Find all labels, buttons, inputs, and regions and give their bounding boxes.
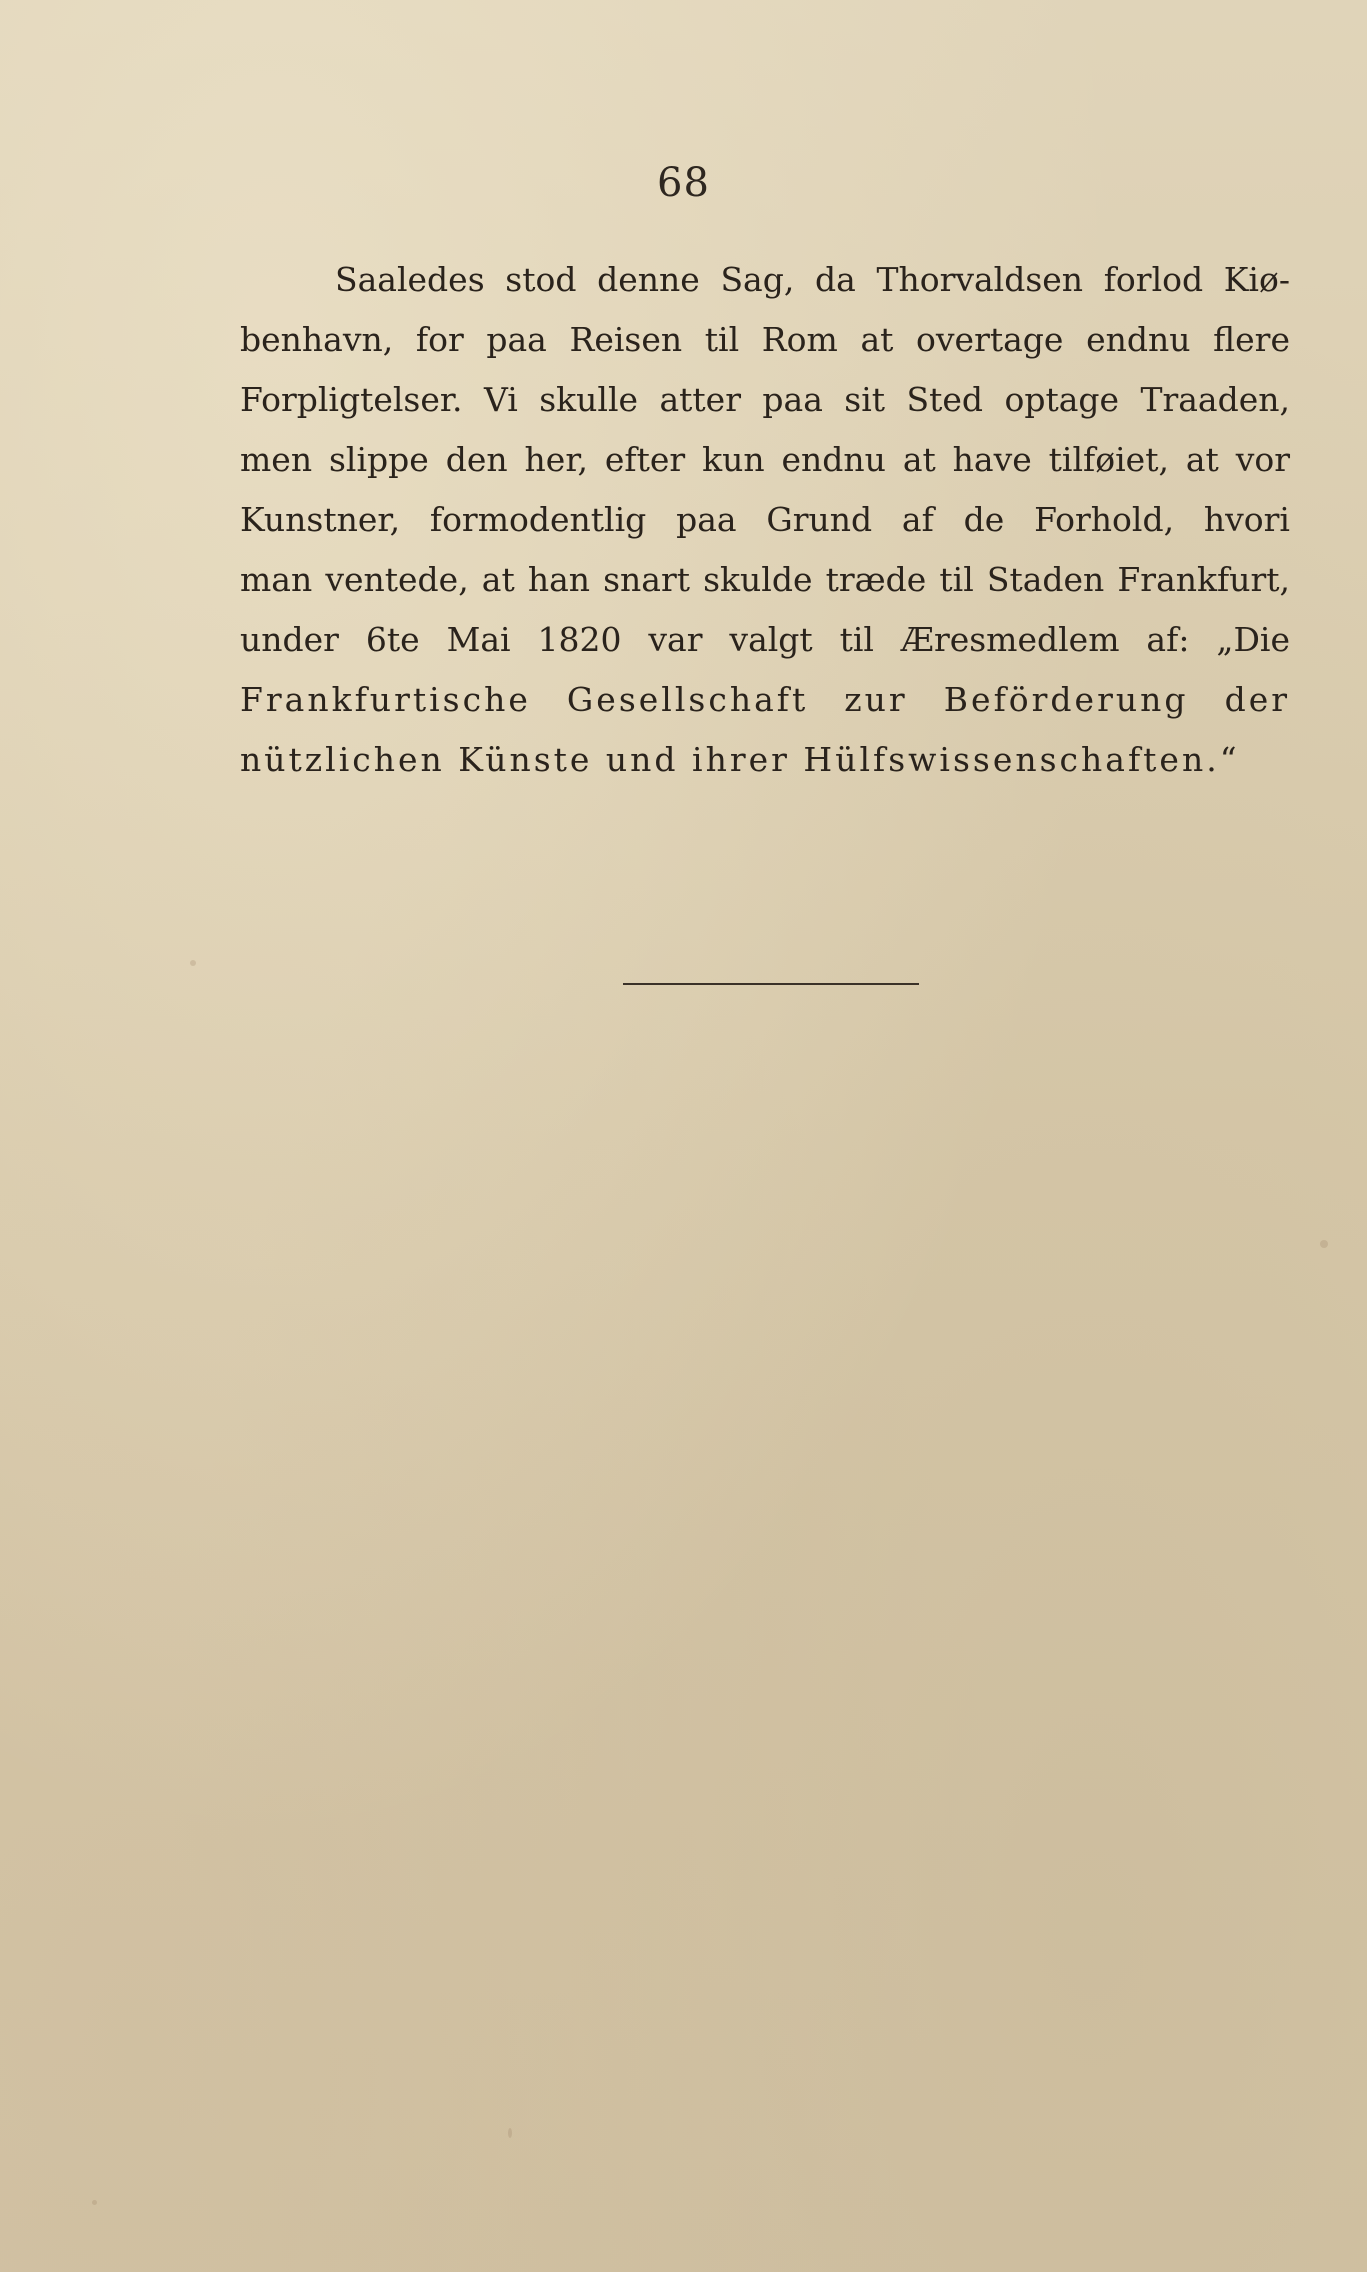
paper-speck <box>1320 1240 1328 1248</box>
paper-speck <box>92 2200 97 2205</box>
paragraph-line: Kunstner, formodentlig paa Grund af de Forhold, hvori <box>240 500 1290 539</box>
paper-speck <box>190 960 196 966</box>
page-number: 68 <box>657 160 710 206</box>
paragraph-line: Saaledes stod denne Sag, da Thorvaldsen forlod Kiø- <box>335 260 1290 299</box>
paragraph-line: under 6te Mai 1820 var valgt til Æresmedlem af: „Die <box>240 620 1290 659</box>
paragraph-line: Frankfurtische Gesellschaft zur Beförderung der <box>240 680 1290 719</box>
section-divider <box>623 983 919 985</box>
paragraph-line: nützlichen Künste und ihrer Hülfswissenschaften.“ <box>240 740 1240 779</box>
paper-speck <box>508 2128 512 2138</box>
paragraph-line: men slippe den her, efter kun endnu at have tilføiet, at vor <box>240 440 1290 479</box>
body-paragraph <box>240 250 1290 790</box>
paragraph-line: Forpligtelser. Vi skulle atter paa sit Sted optage Traaden, <box>240 380 1290 419</box>
paragraph-line: man ventede, at han snart skulde træde til Staden Frankfurt, <box>240 560 1290 599</box>
paragraph-line: benhavn, for paa Reisen til Rom at overtage endnu flere <box>240 320 1290 359</box>
